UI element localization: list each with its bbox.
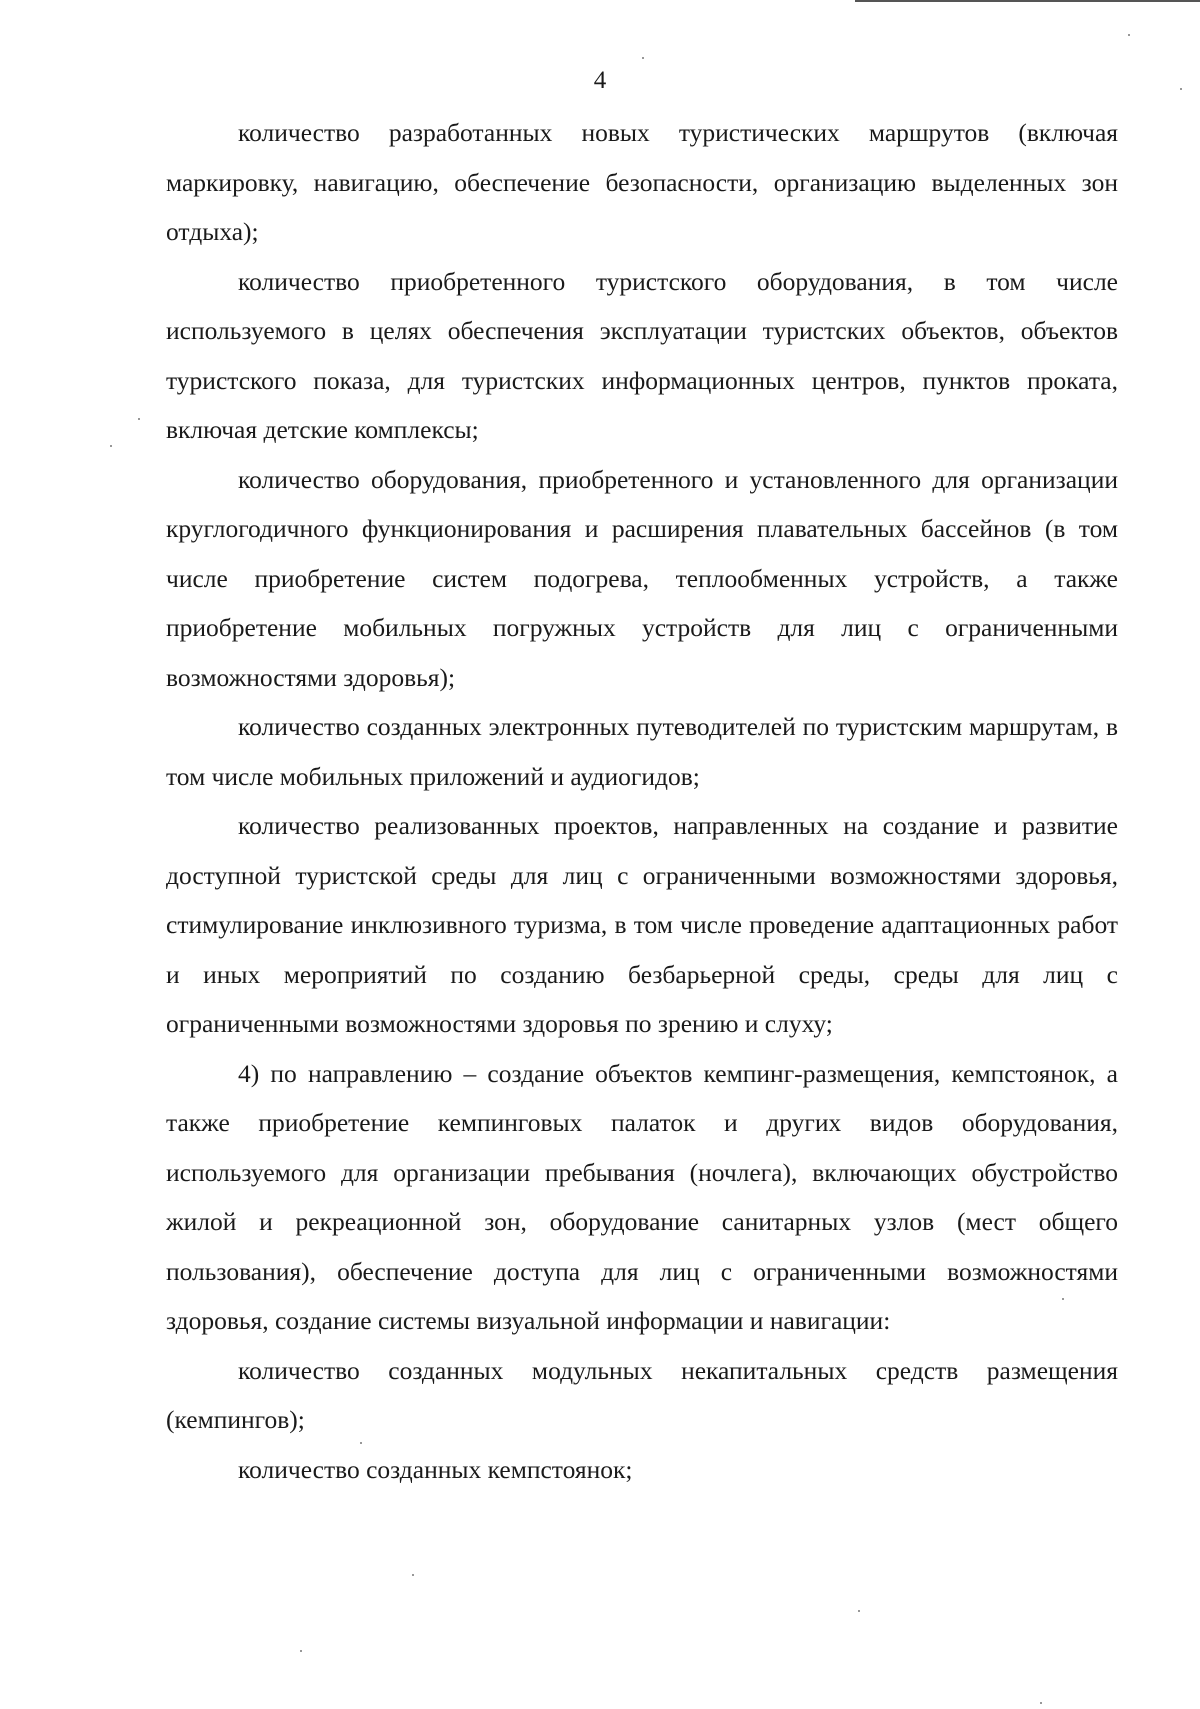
scan-speck — [138, 418, 140, 420]
paragraph: количество созданных модульных некапитальных средств размещения (кемпингов); — [166, 1355, 1118, 1434]
paragraph: количество созданных электронных путеводителей по туристским маршрутам, в том числе мобильных приложений и аудиогидов; — [166, 712, 1118, 791]
scan-speck — [110, 445, 112, 447]
scan-speck — [1040, 1702, 1042, 1704]
scan-top-edge — [855, 0, 1200, 2]
paragraph: количество приобретенного туристского оборудования, в том числе используемого в целях обеспечения эксплуатации туристских объектов, объектов туристского показа, для туристских информационных центров, пунктов проката, включая детские комплексы; — [166, 266, 1118, 444]
scan-speck — [360, 1442, 362, 1444]
scan-speck — [1180, 88, 1182, 90]
paragraph: количество созданных кемпстоянок; — [238, 1454, 633, 1484]
scan-speck — [1062, 1298, 1064, 1300]
paragraph: 4) по направлению – создание объектов кемпинг-размещения, кемпстоянок, а также приобретение кемпинговых палаток и других видов оборудования, используемого для организации пребывания (ночлега), включающих обустройство жилой и рекреационной зон, оборудование санитарных узлов (мест общего пользования), обеспечение доступа для лиц с ограниченными возможностями здоровья, создание системы визуальной информации и навигации: — [166, 1058, 1118, 1335]
scan-speck — [642, 57, 644, 59]
scan-speck — [300, 1650, 302, 1652]
page-number: 4 — [593, 67, 607, 94]
scan-speck — [1128, 34, 1130, 36]
paragraph: количество разработанных новых туристических маршрутов (включая маркировку, навигацию, обеспечение безопасности, организацию выделенных зон отдыха); — [166, 118, 1118, 246]
paragraph: количество реализованных проектов, направленных на создание и развитие доступной туристской среды для лиц с ограниченными возможностями здоровья, стимулирование инклюзивного туризма, в том числе проведение адаптационных работ и иных мероприятий по созданию безбарьерной среды, среды для лиц с ограниченными возможностями здоровья по зрению и слуху; — [166, 811, 1118, 1038]
document-body — [166, 108, 1118, 1494]
scan-speck — [858, 1610, 860, 1612]
paragraph: количество оборудования, приобретенного и установленного для организации круглогодичного функционирования и расширения плавательных бассейнов (в том числе приобретение систем подогрева, теплообменных устройств, а также приобретение мобильных погружных устройств для лиц с ограниченными возможностями здоровья); — [166, 464, 1118, 692]
scan-speck — [412, 1574, 414, 1576]
